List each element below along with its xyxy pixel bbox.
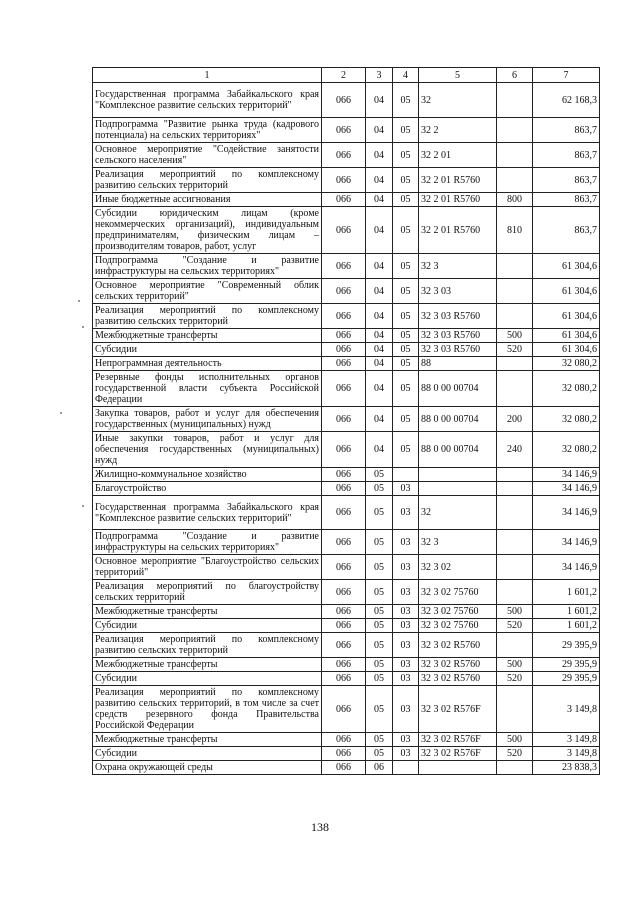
cell-name: Жилищно-коммунальное хозяйство [93, 468, 322, 482]
table-row [93, 193, 600, 207]
cell-subsection: 05 [393, 118, 419, 143]
cell-target-code: 32 3 03 R5760 [419, 304, 497, 329]
table-row [93, 254, 600, 279]
cell-amount: 23 838,3 [533, 761, 600, 775]
table-row [93, 605, 600, 619]
table-header [93, 68, 600, 83]
cell-target-code: 32 [419, 83, 497, 118]
cell-ministry: 066 [322, 619, 366, 633]
cell-amount: 34 146,9 [533, 468, 600, 482]
table-row [93, 733, 600, 747]
cell-amount: 1 601,2 [533, 619, 600, 633]
cell-target-code: 32 3 02 R5760 [419, 633, 497, 658]
cell-ministry: 066 [322, 207, 366, 254]
cell-ministry: 066 [322, 118, 366, 143]
column-header: 1 [93, 68, 322, 83]
cell-amount: 32 080,2 [533, 357, 600, 371]
cell-section: 05 [366, 733, 393, 747]
cell-ministry: 066 [322, 672, 366, 686]
cell-amount: 3 149,8 [533, 747, 600, 761]
cell-target-code: 32 3 02 R576F [419, 733, 497, 747]
cell-expense-type [497, 633, 533, 658]
cell-ministry: 066 [322, 371, 366, 407]
cell-ministry: 066 [322, 407, 366, 432]
cell-ministry: 066 [322, 468, 366, 482]
cell-expense-type [497, 357, 533, 371]
cell-section: 05 [366, 658, 393, 672]
table-row [93, 496, 600, 530]
cell-name: Реализация мероприятий по комплексному развитию сельских территорий [93, 304, 322, 329]
cell-section: 04 [366, 407, 393, 432]
cell-amount: 29 395,9 [533, 672, 600, 686]
cell-ministry: 066 [322, 496, 366, 530]
cell-subsection: 05 [393, 193, 419, 207]
cell-subsection: 03 [393, 605, 419, 619]
cell-name: Межбюджетные трансферты [93, 329, 322, 343]
cell-subsection: 03 [393, 580, 419, 605]
cell-name: Реализация мероприятий по комплексному развитию сельских территорий [93, 168, 322, 193]
cell-target-code: 88 0 00 00704 [419, 407, 497, 432]
cell-subsection: 03 [393, 633, 419, 658]
cell-section: 04 [366, 357, 393, 371]
cell-target-code: 32 3 02 R576F [419, 747, 497, 761]
table-row [93, 304, 600, 329]
cell-name: Основное мероприятие "Современный облик сельских территорий" [93, 279, 322, 304]
cell-amount: 61 304,6 [533, 254, 600, 279]
cell-name: Реализация мероприятий по комплексному развитию сельских территорий, в том числе за счет средств резервного фонда Правительства Российской Федерации [93, 686, 322, 733]
cell-target-code: 32 3 02 75760 [419, 605, 497, 619]
cell-ministry: 066 [322, 580, 366, 605]
table-row [93, 329, 600, 343]
column-header: 2 [322, 68, 366, 83]
cell-ministry: 066 [322, 168, 366, 193]
cell-ministry: 066 [322, 482, 366, 496]
table-row [93, 555, 600, 580]
cell-subsection: 05 [393, 168, 419, 193]
table-row [93, 633, 600, 658]
cell-subsection: 05 [393, 343, 419, 357]
cell-ministry: 066 [322, 747, 366, 761]
scan-speck [78, 300, 80, 302]
cell-ministry: 066 [322, 304, 366, 329]
cell-section: 04 [366, 432, 393, 468]
cell-section: 05 [366, 482, 393, 496]
cell-expense-type [497, 530, 533, 555]
cell-ministry: 066 [322, 432, 366, 468]
table-row [93, 747, 600, 761]
cell-section: 04 [366, 279, 393, 304]
table-row [93, 371, 600, 407]
cell-section: 04 [366, 143, 393, 168]
cell-target-code: 32 3 02 R5760 [419, 672, 497, 686]
scan-speck [82, 505, 84, 507]
cell-target-code: 32 2 01 R5760 [419, 168, 497, 193]
cell-ministry: 066 [322, 357, 366, 371]
table-row [93, 761, 600, 775]
cell-subsection: 03 [393, 733, 419, 747]
table-row [93, 468, 600, 482]
cell-expense-type [497, 279, 533, 304]
cell-expense-type: 200 [497, 407, 533, 432]
cell-name: Межбюджетные трансферты [93, 733, 322, 747]
cell-section: 04 [366, 118, 393, 143]
column-header: 5 [419, 68, 497, 83]
column-header: 7 [533, 68, 600, 83]
cell-subsection: 03 [393, 658, 419, 672]
cell-ministry: 066 [322, 343, 366, 357]
cell-ministry: 066 [322, 530, 366, 555]
cell-target-code: 32 3 03 R5760 [419, 329, 497, 343]
cell-expense-type [497, 118, 533, 143]
cell-section: 05 [366, 747, 393, 761]
table-row [93, 143, 600, 168]
cell-name: Подпрограмма "Создание и развитие инфраструктуры на сельских территориях" [93, 254, 322, 279]
cell-section: 04 [366, 329, 393, 343]
cell-name: Реализация мероприятий по благоустройству сельских территорий [93, 580, 322, 605]
cell-subsection: 03 [393, 530, 419, 555]
cell-name: Основное мероприятие "Благоустройство сельских территорий" [93, 555, 322, 580]
cell-section: 04 [366, 371, 393, 407]
cell-amount: 3 149,8 [533, 733, 600, 747]
cell-expense-type: 520 [497, 747, 533, 761]
cell-name: Субсидии [93, 672, 322, 686]
cell-expense-type [497, 496, 533, 530]
cell-name: Иные закупки товаров, работ и услуг для обеспечения государственных (муниципальных) нужд [93, 432, 322, 468]
cell-amount: 3 149,8 [533, 686, 600, 733]
cell-amount: 61 304,6 [533, 279, 600, 304]
cell-expense-type [497, 83, 533, 118]
cell-expense-type: 500 [497, 329, 533, 343]
cell-section: 06 [366, 761, 393, 775]
table-row [93, 482, 600, 496]
cell-name: Субсидии [93, 343, 322, 357]
cell-subsection: 05 [393, 279, 419, 304]
cell-amount: 61 304,6 [533, 304, 600, 329]
cell-expense-type: 500 [497, 605, 533, 619]
cell-subsection: 05 [393, 407, 419, 432]
cell-subsection: 03 [393, 555, 419, 580]
cell-name: Реализация мероприятий по комплексному развитию сельских территорий [93, 633, 322, 658]
cell-amount: 29 395,9 [533, 658, 600, 672]
cell-ministry: 066 [322, 633, 366, 658]
cell-name: Межбюджетные трансферты [93, 658, 322, 672]
cell-name: Непрограммная деятельность [93, 357, 322, 371]
cell-subsection: 05 [393, 207, 419, 254]
cell-target-code: 32 3 02 R5760 [419, 658, 497, 672]
cell-ministry: 066 [322, 254, 366, 279]
cell-section: 05 [366, 468, 393, 482]
cell-amount: 863,7 [533, 193, 600, 207]
cell-expense-type [497, 761, 533, 775]
cell-expense-type: 520 [497, 619, 533, 633]
cell-target-code: 32 [419, 496, 497, 530]
cell-target-code: 32 3 02 75760 [419, 580, 497, 605]
cell-amount: 863,7 [533, 143, 600, 168]
cell-section: 04 [366, 207, 393, 254]
cell-amount: 62 168,3 [533, 83, 600, 118]
cell-subsection: 05 [393, 371, 419, 407]
cell-section: 05 [366, 580, 393, 605]
cell-section: 04 [366, 168, 393, 193]
cell-subsection: 05 [393, 329, 419, 343]
cell-target-code: 32 2 [419, 118, 497, 143]
cell-ministry: 066 [322, 658, 366, 672]
cell-section: 05 [366, 605, 393, 619]
cell-ministry: 066 [322, 605, 366, 619]
cell-section: 04 [366, 343, 393, 357]
cell-amount: 863,7 [533, 118, 600, 143]
table-body [93, 83, 600, 775]
cell-name: Основное мероприятие "Содействие занятости сельского населения" [93, 143, 322, 168]
cell-ministry: 066 [322, 279, 366, 304]
cell-ministry: 066 [322, 193, 366, 207]
table-row [93, 343, 600, 357]
cell-expense-type [497, 168, 533, 193]
cell-expense-type [497, 580, 533, 605]
cell-ministry: 066 [322, 143, 366, 168]
cell-target-code: 32 2 01 R5760 [419, 207, 497, 254]
cell-ministry: 066 [322, 329, 366, 343]
cell-subsection: 03 [393, 672, 419, 686]
cell-name: Субсидии юридическим лицам (кроме некоммерческих организаций), индивидуальным предпринимателям, физическим лицам – производителям товаров, работ, услуг [93, 207, 322, 254]
cell-name: Субсидии [93, 747, 322, 761]
cell-amount: 29 395,9 [533, 633, 600, 658]
cell-expense-type [497, 371, 533, 407]
cell-expense-type: 800 [497, 193, 533, 207]
cell-ministry: 066 [322, 83, 366, 118]
table-row [93, 279, 600, 304]
cell-subsection: 03 [393, 619, 419, 633]
cell-subsection: 03 [393, 686, 419, 733]
cell-ministry: 066 [322, 686, 366, 733]
cell-section: 05 [366, 530, 393, 555]
cell-expense-type [497, 304, 533, 329]
cell-target-code: 88 [419, 357, 497, 371]
cell-amount: 32 080,2 [533, 432, 600, 468]
cell-amount: 1 601,2 [533, 605, 600, 619]
cell-name: Межбюджетные трансферты [93, 605, 322, 619]
table-row [93, 432, 600, 468]
cell-subsection: 05 [393, 143, 419, 168]
cell-amount: 863,7 [533, 168, 600, 193]
cell-amount: 32 080,2 [533, 371, 600, 407]
cell-expense-type: 520 [497, 343, 533, 357]
cell-expense-type: 240 [497, 432, 533, 468]
cell-section: 04 [366, 83, 393, 118]
cell-amount: 863,7 [533, 207, 600, 254]
cell-expense-type: 520 [497, 672, 533, 686]
cell-subsection: 03 [393, 482, 419, 496]
cell-ministry: 066 [322, 761, 366, 775]
cell-expense-type [497, 686, 533, 733]
cell-target-code: 88 0 00 00704 [419, 432, 497, 468]
cell-target-code: 32 2 01 R5760 [419, 193, 497, 207]
cell-section: 05 [366, 672, 393, 686]
cell-target-code [419, 468, 497, 482]
cell-target-code: 32 3 02 75760 [419, 619, 497, 633]
cell-expense-type: 500 [497, 733, 533, 747]
cell-expense-type [497, 482, 533, 496]
cell-section: 05 [366, 686, 393, 733]
cell-amount: 61 304,6 [533, 343, 600, 357]
cell-expense-type [497, 143, 533, 168]
cell-name: Подпрограмма "Создание и развитие инфраструктуры на сельских территориях" [93, 530, 322, 555]
column-header: 4 [393, 68, 419, 83]
cell-amount: 34 146,9 [533, 530, 600, 555]
cell-name: Государственная программа Забайкальского края "Комплексное развитие сельских территорий" [93, 83, 322, 118]
cell-target-code: 32 3 03 [419, 279, 497, 304]
cell-subsection: 05 [393, 304, 419, 329]
cell-name: Закупка товаров, работ и услуг для обеспечения государственных (муниципальных) нужд [93, 407, 322, 432]
page-number: 138 [311, 820, 329, 834]
cell-subsection: 05 [393, 83, 419, 118]
cell-name: Подпрограмма "Развитие рынка труда (кадрового потенциала) на сельских территориях" [93, 118, 322, 143]
cell-amount: 34 146,9 [533, 482, 600, 496]
cell-subsection: 05 [393, 357, 419, 371]
cell-name: Резервные фонды исполнительных органов государственной власти субъекта Российской Федерации [93, 371, 322, 407]
cell-expense-type: 500 [497, 658, 533, 672]
cell-section: 05 [366, 496, 393, 530]
cell-subsection [393, 468, 419, 482]
cell-subsection: 05 [393, 254, 419, 279]
table-row [93, 168, 600, 193]
cell-amount: 34 146,9 [533, 555, 600, 580]
table-row [93, 580, 600, 605]
cell-amount: 1 601,2 [533, 580, 600, 605]
cell-target-code [419, 482, 497, 496]
cell-section: 04 [366, 254, 393, 279]
header-row [93, 68, 600, 83]
budget-table [92, 67, 600, 775]
table-row [93, 672, 600, 686]
scan-speck [60, 412, 62, 414]
cell-target-code: 32 3 03 R5760 [419, 343, 497, 357]
table-row [93, 83, 600, 118]
cell-amount: 32 080,2 [533, 407, 600, 432]
cell-subsection: 03 [393, 496, 419, 530]
cell-ministry: 066 [322, 733, 366, 747]
table-row [93, 530, 600, 555]
column-header: 3 [366, 68, 393, 83]
cell-section: 05 [366, 619, 393, 633]
scan-speck [82, 326, 84, 328]
cell-section: 04 [366, 304, 393, 329]
table-row [93, 207, 600, 254]
cell-ministry: 066 [322, 555, 366, 580]
cell-name: Охрана окружающей среды [93, 761, 322, 775]
table-row [93, 407, 600, 432]
cell-expense-type: 810 [497, 207, 533, 254]
table-row [93, 619, 600, 633]
cell-target-code: 32 3 02 R576F [419, 686, 497, 733]
cell-section: 05 [366, 633, 393, 658]
cell-section: 05 [366, 555, 393, 580]
cell-section: 04 [366, 193, 393, 207]
table-row [93, 686, 600, 733]
cell-subsection: 03 [393, 747, 419, 761]
cell-amount: 34 146,9 [533, 496, 600, 530]
table-row [93, 658, 600, 672]
cell-amount: 61 304,6 [533, 329, 600, 343]
table-row [93, 357, 600, 371]
cell-target-code: 32 3 [419, 254, 497, 279]
cell-name: Государственная программа Забайкальского края "Комплексное развитие сельских территорий" [93, 496, 322, 530]
cell-target-code: 88 0 00 00704 [419, 371, 497, 407]
cell-expense-type [497, 555, 533, 580]
cell-name: Субсидии [93, 619, 322, 633]
cell-expense-type [497, 468, 533, 482]
column-header: 6 [497, 68, 533, 83]
cell-expense-type [497, 254, 533, 279]
cell-target-code [419, 761, 497, 775]
cell-target-code: 32 3 02 [419, 555, 497, 580]
cell-name: Благоустройство [93, 482, 322, 496]
cell-name: Иные бюджетные ассигнования [93, 193, 322, 207]
table-row [93, 118, 600, 143]
cell-target-code: 32 2 01 [419, 143, 497, 168]
cell-subsection: 05 [393, 432, 419, 468]
cell-subsection [393, 761, 419, 775]
cell-target-code: 32 3 [419, 530, 497, 555]
